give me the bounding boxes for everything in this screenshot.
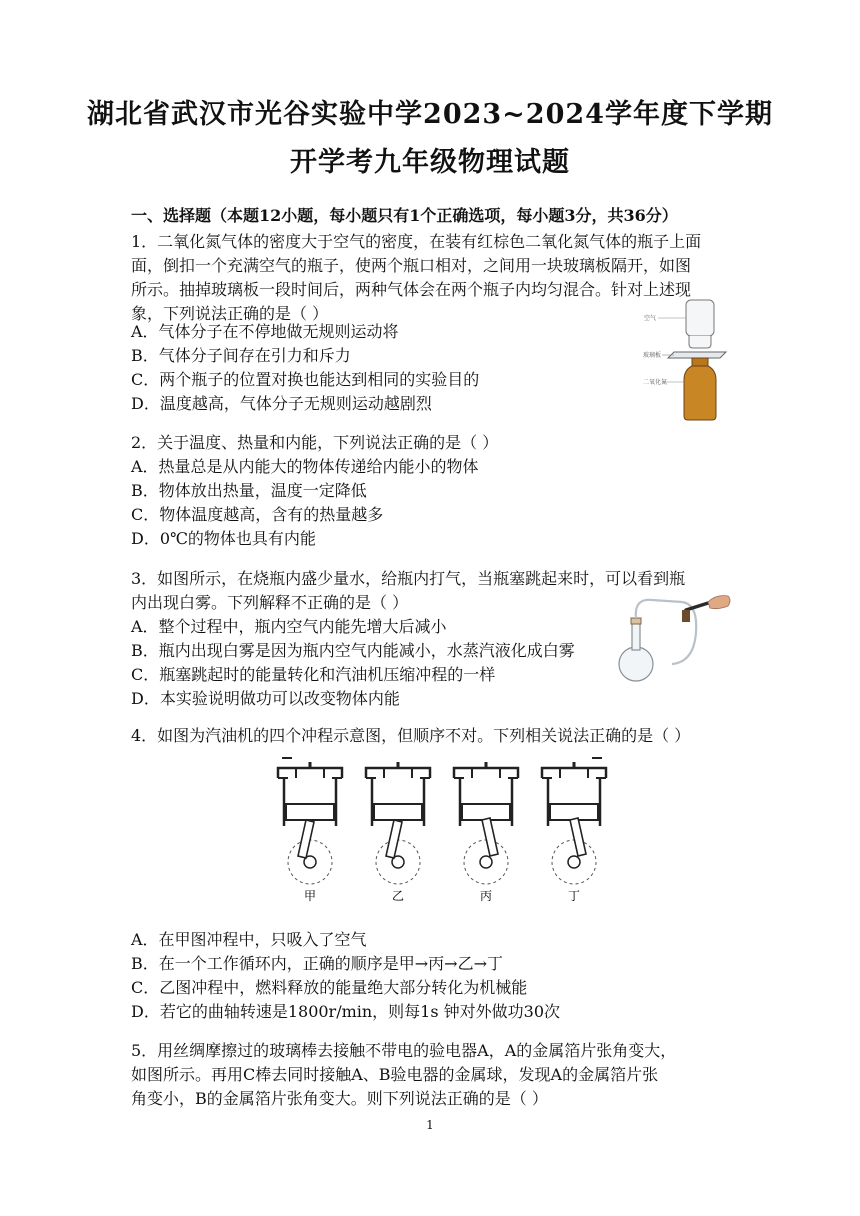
q4-stem-line: 4．如图为汽油机的四个冲程示意图，但顺序不对。下列相关说法正确的是（ ） [131,726,691,745]
q1-stem-line: 1．二氧化氮气体的密度大于空气的密度，在装有红棕色二氧化氮气体的瓶子上面 [131,232,702,251]
no2-label: 二氧化氮 [643,379,668,386]
q5-stem-line: 如图所示。再用C棒去同时接触A、B验电器的金属球，发现A的金属箔片张 [131,1065,659,1084]
q1-option-d: D．温度越高，气体分子无规则运动越剧烈 [131,394,432,413]
q1-stem-line: 象，下列说法正确的是（ ） [131,304,329,323]
q3-stem-line: 内出现白雾。下列解释不正确的是（ ） [131,593,409,612]
exam-title-line1: 湖北省武汉市光谷实验中学2023~2024学年度下学期 [87,99,773,130]
gas-diffusion-figure [640,298,730,422]
q3-option-c: C．瓶塞跳起时的能量转化和汽油机压缩冲程的一样 [131,665,496,684]
label-jia: 甲 [303,889,317,903]
stroke-diagram-yi [366,762,430,884]
flask-pump-figure [612,592,734,688]
q1-stem-line: 所示。抽掉玻璃板一段时间后，两种气体会在两个瓶子内均匀混合。针对上述现 [131,280,692,299]
q2-option-d: D．0℃的物体也具有内能 [131,529,316,548]
q2-option-a: A．热量总是从内能大的物体传递给内能小的物体 [131,457,479,476]
q1-option-c: C．两个瓶子的位置对换也能达到相同的实验目的 [131,370,480,389]
q2-stem-line: 2．关于温度、热量和内能，下列说法正确的是（ ） [131,433,499,452]
exam-title-line2: 开学考九年级物理试题 [290,147,570,178]
label-yi: 乙 [391,889,405,903]
section-heading: 一、选择题（本题12小题，每小题只有1个正确选项，每小题3分，共36分） [131,206,678,225]
q5-stem-line: 角变小，B的金属箔片张角变大。则下列说法正确的是（ ） [131,1089,548,1108]
q4-option-b: B．在一个工作循环内，正确的顺序是甲→丙→乙→丁 [131,954,503,973]
stroke-diagram-jia [278,758,342,884]
q4-option-d: D．若它的曲轴转速是1800r/min，则每1s 钟对外做功30次 [131,1002,561,1021]
q5-stem-line: 5．用丝绸摩擦过的玻璃棒去接触不带电的验电器A，A的金属箔片张角变大， [131,1041,677,1060]
q3-stem-line: 3．如图所示，在烧瓶内盛少量水，给瓶内打气，当瓶塞跳起来时，可以看到瓶 [131,569,686,588]
q3-option-b: B．瓶内出现白雾是因为瓶内空气内能减小，水蒸汽液化成白雾 [131,641,575,660]
q2-option-c: C．物体温度越高，含有的热量越多 [131,505,384,524]
q1-option-a: A．气体分子在不停地做无规则运动将 [131,322,399,341]
q4-option-a: A．在甲图冲程中，只吸入了空气 [131,930,367,949]
q3-option-d: D．本实验说明做功可以改变物体内能 [131,689,400,708]
q1-option-b: B．气体分子间存在引力和斥力 [131,346,351,365]
q4-option-c: C．乙图冲程中，燃料释放的能量绝大部分转化为机械能 [131,978,528,997]
glass-plate-label: 玻璃板 [643,352,662,359]
stroke-diagram-bing [454,762,518,884]
q3-option-a: A．整个过程中，瓶内空气内能先增大后减小 [131,617,447,636]
stroke-diagram-ding [542,758,606,884]
label-ding: 丁 [567,889,581,903]
air-label: 空气 [644,315,657,322]
page-number: 1 [426,1118,434,1132]
label-bing: 丙 [479,889,493,903]
engine-strokes-figure [272,754,622,904]
q1-stem-line: 面，倒扣一个充满空气的瓶子，使两个瓶口相对，之间用一块玻璃板隔开，如图 [131,256,692,275]
q2-option-b: B．物体放出热量，温度一定降低 [131,481,367,500]
